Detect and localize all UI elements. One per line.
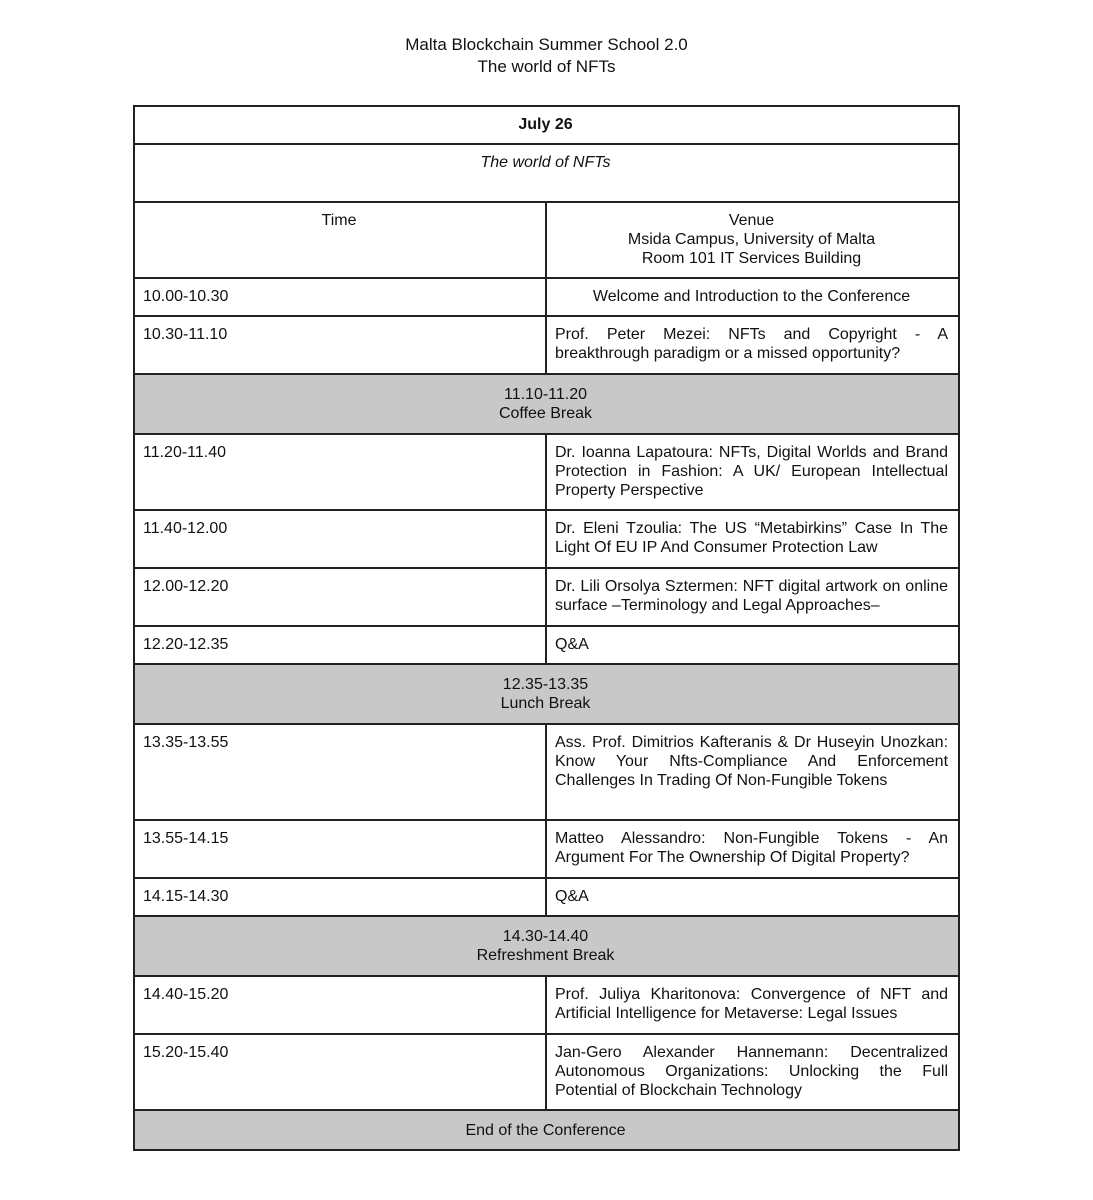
break-label: Refreshment Break	[476, 947, 615, 964]
session-content: Ass. Prof. Dimitrios Kafteranis & Dr Huseyin Unozkan: Know Your Nfts-Compliance And Enforcement Challenges In Trading Of Non-Fungible Tokens	[546, 724, 959, 820]
break-row	[134, 664, 959, 724]
session-time: 12.20-12.35	[134, 626, 546, 664]
session-content: Prof. Juliya Kharitonova: Convergence of NFT and Artificial Intelligence for Metaverse: Legal Issues	[546, 976, 959, 1034]
schedule-table	[133, 105, 960, 1151]
session-content: Q&A	[546, 626, 959, 664]
session-content: Dr. Ioanna Lapatoura: NFTs, Digital Worlds and Brand Protection in Fashion: A UK/ European Intellectual Property Perspective	[546, 434, 959, 510]
date-row	[134, 106, 959, 144]
venue-line-2: Room 101 IT Services Building	[641, 250, 862, 267]
session-content: Matteo Alessandro: Non-Fungible Tokens - An Argument For The Ownership Of Digital Property?	[546, 820, 959, 878]
venue-header	[546, 202, 959, 278]
session-time: 14.15-14.30	[134, 878, 546, 916]
session-content: Jan-Gero Alexander Hannemann: Decentralized Autonomous Organizations: Unlocking the Full Potential of Blockchain Technology	[546, 1034, 959, 1110]
session-row	[134, 820, 959, 878]
session-time: 10.30-11.10	[134, 316, 546, 374]
document-title	[0, 34, 1093, 78]
title-line-1: Malta Blockchain Summer School 2.0	[405, 35, 688, 54]
subtitle-cell: The world of NFTs	[134, 144, 959, 202]
date-cell: July 26	[134, 106, 959, 144]
session-row	[134, 1034, 959, 1110]
title-line-2: The world of NFTs	[477, 57, 616, 76]
session-content: Q&A	[546, 878, 959, 916]
session-time: 11.40-12.00	[134, 510, 546, 568]
session-time: 13.55-14.15	[134, 820, 546, 878]
session-row	[134, 316, 959, 374]
session-content: Prof. Peter Mezei: NFTs and Copyright - A breakthrough paradigm or a missed opportunity?	[546, 316, 959, 374]
session-time: 12.00-12.20	[134, 568, 546, 626]
session-row	[134, 278, 959, 316]
session-content: Dr. Lili Orsolya Sztermen: NFT digital artwork on online surface –Terminology and Legal Approaches–	[546, 568, 959, 626]
header-row	[134, 202, 959, 278]
subtitle-row	[134, 144, 959, 202]
break-cell	[134, 664, 959, 724]
session-row	[134, 878, 959, 916]
session-row	[134, 724, 959, 820]
time-header: Time	[134, 202, 546, 278]
session-time: 10.00-10.30	[134, 278, 546, 316]
session-content: Welcome and Introduction to the Conference	[546, 278, 959, 316]
session-row	[134, 976, 959, 1034]
break-row	[134, 916, 959, 976]
end-row	[134, 1110, 959, 1150]
session-time: 13.35-13.55	[134, 724, 546, 820]
break-time: 11.10-11.20	[503, 386, 588, 403]
session-time: 14.40-15.20	[134, 976, 546, 1034]
venue-label: Venue	[728, 212, 775, 229]
session-time: 11.20-11.40	[134, 434, 546, 510]
break-cell	[134, 916, 959, 976]
venue-line-1: Msida Campus, University of Malta	[627, 231, 876, 248]
session-row	[134, 626, 959, 664]
end-cell: End of the Conference	[134, 1110, 959, 1150]
session-row	[134, 568, 959, 626]
session-content: Dr. Eleni Tzoulia: The US “Metabirkins” Case In The Light Of EU IP And Consumer Protection Law	[546, 510, 959, 568]
break-time: 14.30-14.40	[502, 928, 589, 945]
session-row	[134, 510, 959, 568]
break-row	[134, 374, 959, 434]
session-row	[134, 434, 959, 510]
break-label: Lunch Break	[500, 695, 591, 712]
break-label: Coffee Break	[498, 405, 593, 422]
session-time: 15.20-15.40	[134, 1034, 546, 1110]
break-time: 12.35-13.35	[502, 676, 589, 693]
break-cell	[134, 374, 959, 434]
